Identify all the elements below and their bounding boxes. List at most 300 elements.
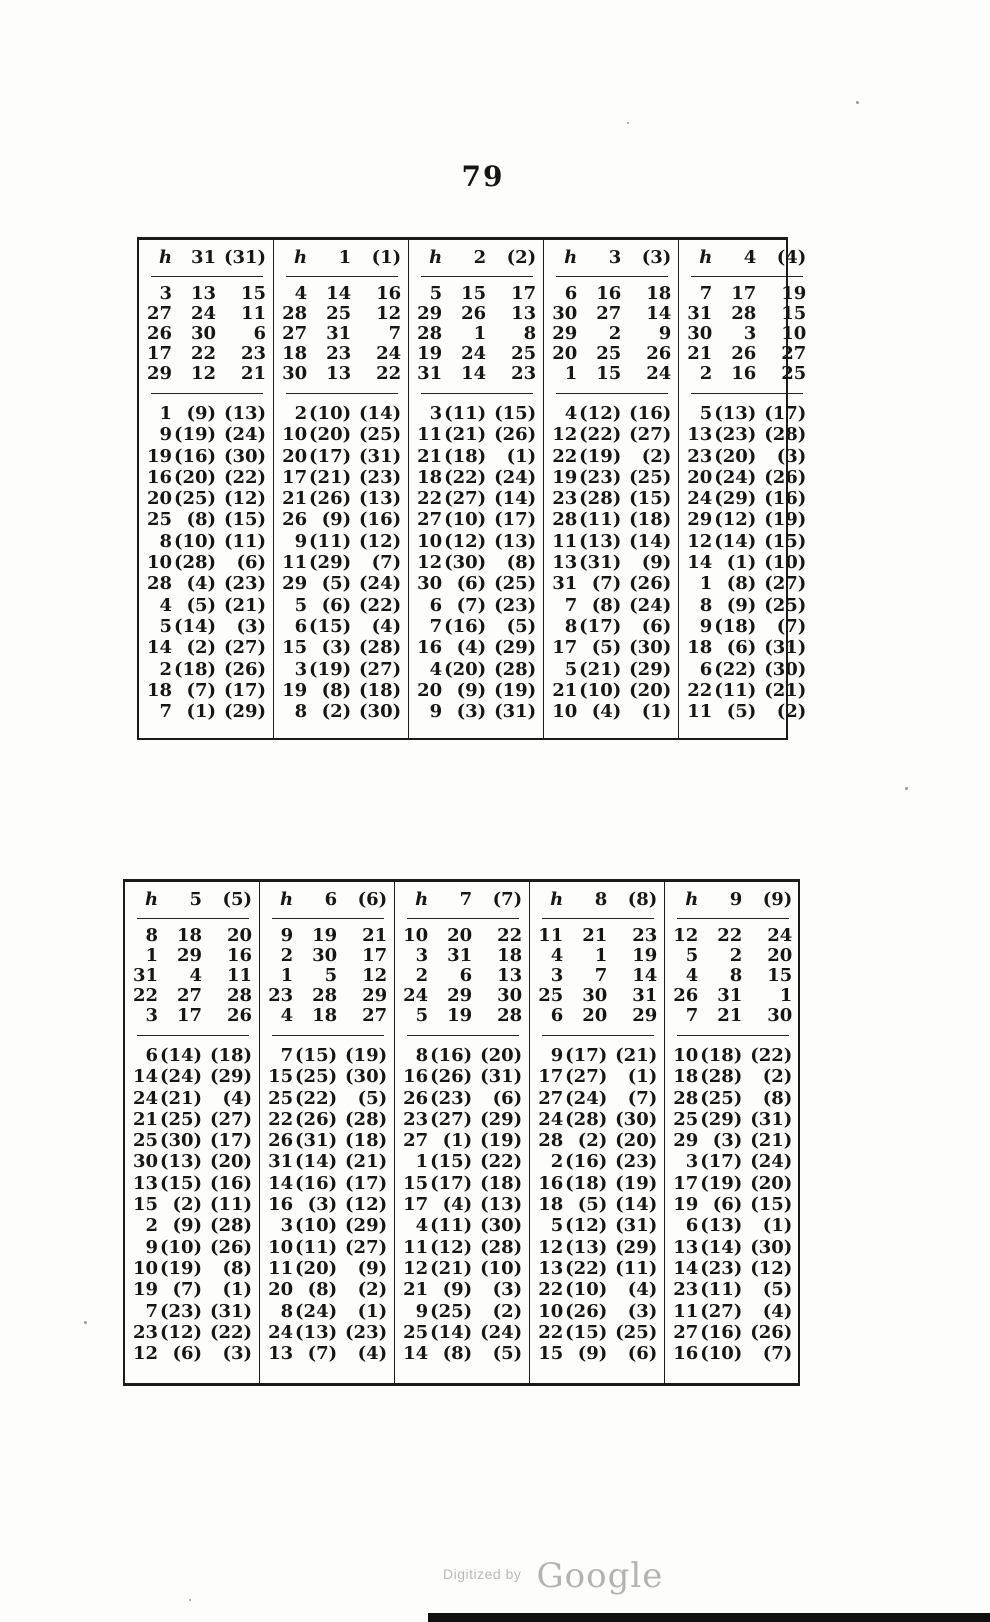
table-row [552,573,671,594]
table-row [133,1215,252,1236]
cell: (16) [295,1172,338,1194]
cell: (13) [223,403,267,424]
cell: 4 [685,965,699,986]
table-row [282,680,401,701]
table-row [403,946,522,966]
cell: 27 [673,1321,699,1343]
cell: 12 [362,965,388,986]
table-row [417,364,536,384]
cell: (22) [444,466,487,488]
header-number: 7 [459,889,473,910]
cell: (2) [641,445,672,467]
table-row [673,1088,792,1109]
cell: (11) [579,509,622,531]
cell: 25 [147,509,173,531]
cell: (20) [209,1151,253,1173]
cell: (17) [494,509,537,531]
table-row [673,1151,792,1172]
cell: 8 [294,701,308,723]
cell: 18 [497,945,523,966]
cell: 25 [133,1130,159,1152]
table-row [673,966,792,986]
table-row [687,304,806,324]
table-row [538,1066,657,1087]
plain-number-block [260,926,394,1026]
cell: (22) [223,466,267,488]
cell: 15 [403,1172,429,1194]
cell: (18) [444,445,487,467]
cell: 12 [538,1236,564,1258]
cell: 20 [687,466,713,488]
cell: 16 [403,1066,429,1088]
cell: 8 [729,965,743,986]
cell: 13 [538,1257,564,1279]
cell: (2) [186,637,217,659]
table-row [147,284,266,304]
cell: 1 [473,323,487,344]
table-row [268,1173,387,1194]
cell: (12) [159,1321,203,1343]
cell: (1) [357,1300,388,1322]
cell: (24) [480,1321,523,1343]
column-header [538,889,657,915]
cell: (17) [565,1045,608,1066]
cell: 23 [673,1279,699,1301]
cell: 18 [417,466,443,488]
cell: (29) [615,1236,658,1258]
table-row [687,424,806,445]
cell: (20) [444,658,487,680]
cell: (31) [764,637,807,659]
table-row [133,1088,252,1109]
cell: (1) [726,552,757,574]
cell: (27) [345,1236,388,1258]
cell: (19) [345,1045,388,1066]
cell: 28 [227,985,253,1006]
table-row [687,573,806,594]
cell: 12 [687,530,713,552]
cell: 30 [312,945,338,966]
cell: 2 [729,945,743,966]
table-row [417,446,536,467]
cell: (20) [480,1045,523,1066]
paren-number-block [139,403,273,722]
cell: 11 [687,701,713,723]
cell: 31 [268,1151,294,1173]
table-row [417,509,536,530]
cell: (9) [321,509,352,531]
cell: 15 [241,283,267,304]
cell: (12) [430,1236,473,1258]
cell: (18) [173,658,217,680]
table-row [687,552,806,573]
table-row [673,1215,792,1236]
cell: (21) [223,594,267,616]
table-row [673,926,792,946]
cell: (12) [359,530,402,552]
table-row [268,1130,387,1151]
cell: (4) [371,615,402,637]
table-row [268,1343,387,1364]
cell: 5 [415,1005,429,1026]
cell: 20 [582,1005,608,1026]
table-row [268,1006,387,1026]
cell: (1) [762,1215,793,1237]
cell: 15 [268,1066,294,1088]
header-rule [421,276,533,277]
scan-speck [627,122,629,124]
cell: 16 [417,637,443,659]
cell: 20 [282,445,308,467]
cell: 28 [552,509,578,531]
cell: 11 [241,303,267,324]
cell: 23 [326,343,352,364]
number-table-lower [123,879,800,1386]
cell: (30) [444,552,487,574]
cell: (15) [223,509,267,531]
table-row [133,1194,252,1215]
cell: 2 [550,1151,564,1173]
cell: (18) [359,679,402,701]
table-row [282,284,401,304]
cell: 21 [133,1108,159,1130]
cell: 20 [268,1279,294,1301]
cell: (5) [591,637,622,659]
table-row [282,364,401,384]
cell: 29 [552,323,578,344]
cell: (27) [223,637,267,659]
cell: (25) [159,1108,203,1130]
cell: (14) [700,1236,743,1258]
cell: 26 [227,1005,253,1026]
cell: (17) [209,1130,253,1152]
header-paren-number: (4) [776,247,807,268]
header-paren-number: (8) [627,889,658,910]
cell: (18) [345,1130,388,1152]
cell: (4) [442,1194,473,1216]
cell: (1) [627,1066,658,1088]
cell: 14 [268,1172,294,1194]
cell: 6 [685,1215,699,1237]
table-row [538,1109,657,1130]
cell: (31) [209,1300,253,1322]
scan-speck [856,101,859,104]
cell: (18) [700,1045,743,1066]
cell: 13 [497,965,523,986]
number-table-upper [137,237,807,740]
cell: 29 [147,363,173,384]
paren-number-block [409,403,543,722]
cell: (24) [295,1300,338,1322]
cell: (10) [295,1215,338,1237]
cell: 21 [362,925,388,946]
cell: (28) [359,637,402,659]
header-paren-number: (5) [222,889,253,910]
table-row [673,946,792,966]
cell: 24 [687,488,713,510]
cell: 19 [282,679,308,701]
cell: 4 [294,283,308,304]
table-row [282,488,401,509]
cell: (30) [480,1215,523,1237]
cell: 10 [268,1236,294,1258]
cell: 8 [699,594,713,616]
header-h-symbol: h [280,889,294,910]
plain-number-block [665,926,799,1026]
cell: (27) [209,1108,253,1130]
cell: 7 [159,701,173,723]
cell: 16 [227,945,253,966]
cell: 3 [415,945,429,966]
cell: 24 [376,343,402,364]
header-number: 4 [743,247,757,268]
table-row [133,1151,252,1172]
table-row [268,1045,387,1066]
table-row [133,1322,252,1343]
cell: 7 [685,1005,699,1026]
table-row [538,1279,657,1300]
cell: (20) [615,1130,658,1152]
cell: 5 [324,965,338,986]
cell: (13) [159,1151,203,1173]
cell: (1) [442,1130,473,1152]
header-rule [151,276,263,277]
cell: (9) [641,552,672,574]
block-divider-rule [556,393,668,394]
cell: (24) [714,466,757,488]
cell: 17 [552,637,578,659]
header-h-symbol: h [429,247,443,268]
cell: 25 [538,985,564,1006]
cell: (19) [173,424,217,446]
cell: 15 [282,637,308,659]
table-row [538,1258,657,1279]
table-row [268,946,387,966]
table-row [282,467,401,488]
plain-number-block [274,284,408,384]
cell: 27 [147,303,173,324]
table-row [673,1173,792,1194]
cell: 8 [564,615,578,637]
cell: (2) [492,1300,523,1322]
table-row [403,926,522,946]
table-row [673,1258,792,1279]
table-row [417,424,536,445]
cell: 19 [781,283,807,304]
cell: (19) [579,445,622,467]
cell: 4 [159,594,173,616]
table-row [687,531,806,552]
cell: 18 [673,1066,699,1088]
column-header [687,247,806,273]
cell: (14) [494,488,537,510]
table-row [147,659,266,680]
plain-number-block [679,284,813,384]
cell: 1 [415,1151,429,1173]
cell: 14 [403,1343,429,1365]
cell: (14) [615,1194,658,1216]
cell: (7) [186,679,217,701]
table-row [538,1006,657,1026]
cell: 19 [552,466,578,488]
cell: 6 [459,965,473,986]
table-row [133,946,252,966]
table-row [147,403,266,424]
table-row [673,1343,792,1364]
cell: 29 [632,1005,658,1026]
cell: 31 [632,985,658,1006]
paren-number-block [395,1045,529,1364]
table-row [417,595,536,616]
table-row [552,509,671,530]
plain-number-block [530,926,664,1026]
cell: (20) [714,445,757,467]
cell: (23) [615,1151,658,1173]
column-group [409,240,544,738]
table-row [687,364,806,384]
cell: (15) [565,1321,608,1343]
cell: 8 [145,925,159,946]
cell: (19) [480,1130,523,1152]
cell: (16) [700,1321,743,1343]
column-header [673,889,792,915]
table-row [538,1173,657,1194]
cell: 23 [552,488,578,510]
cell: 11 [282,552,308,574]
column-group [530,882,665,1383]
cell: 5 [699,403,713,424]
table-row [552,701,671,722]
cell: (10) [159,1236,203,1258]
table-row [687,467,806,488]
cell: 5 [685,945,699,966]
cell: 24 [403,985,429,1006]
table-row [687,446,806,467]
cell: (11) [444,403,487,424]
table-row [147,595,266,616]
table-row [552,680,671,701]
cell: (11) [223,530,267,552]
cell: (24) [159,1066,203,1088]
cell: (8) [307,1279,338,1301]
cell: (16) [444,615,487,637]
cell: 29 [673,1130,699,1152]
cell: (21) [764,679,807,701]
cell: 1 [280,965,294,986]
table-row [417,344,536,364]
cell: (31) [615,1215,658,1237]
table-row [403,1173,522,1194]
cell: 11 [403,1236,429,1258]
cell: 26 [731,343,757,364]
cell: 14 [687,552,713,574]
table-row [538,946,657,966]
cell: 17 [538,1066,564,1088]
table-row [403,966,522,986]
header-paren-number: (31) [223,247,267,268]
cell: 5 [564,658,578,680]
table-row [403,1279,522,1300]
cell: (4) [222,1087,253,1109]
table-row [687,637,806,658]
cell: (9) [726,594,757,616]
cell: 10 [403,925,429,946]
cell: (13) [359,488,402,510]
cell: (1) [222,1279,253,1301]
cell: (24) [359,573,402,595]
table-row [417,573,536,594]
cell: 20 [147,488,173,510]
table-row [403,986,522,1006]
cell: (11) [209,1194,253,1216]
cell: 11 [552,530,578,552]
cell: (17) [223,679,267,701]
table-row [673,1109,792,1130]
block-divider-rule [272,1035,384,1036]
cell: 30 [582,985,608,1006]
cell: 21 [717,1005,743,1026]
cell: (29) [714,488,757,510]
table-row [282,616,401,637]
cell: (24) [750,1151,793,1173]
cell: 29 [177,945,203,966]
header-paren-number: (1) [371,247,402,268]
plain-number-block [139,284,273,384]
header-number: 9 [729,889,743,910]
table-row [282,446,401,467]
cell: (4) [627,1279,658,1301]
cell: (14) [173,615,217,637]
cell: 1 [594,945,608,966]
cell: (13) [565,1236,608,1258]
table-row [417,324,536,344]
table-row [268,1088,387,1109]
table-row [552,324,671,344]
cell: (29) [223,701,267,723]
cell: 22 [133,985,159,1006]
paren-number-block [260,1045,394,1364]
cell: 2 [145,1215,159,1237]
cell: 22 [376,363,402,384]
scan-speck [905,787,908,790]
cell: 30 [552,303,578,324]
table-row [403,1237,522,1258]
cell: (31) [579,552,622,574]
cell: 28 [673,1087,699,1109]
table-row [538,1322,657,1343]
table-row [133,1258,252,1279]
cell: 3 [145,1005,159,1026]
cell: (8) [321,679,352,701]
table-row [687,595,806,616]
cell: 27 [596,303,622,324]
cell: (6) [712,1194,743,1216]
header-rule [407,918,519,919]
table-row [552,552,671,573]
cell: (25) [764,594,807,616]
table-row [133,1045,252,1066]
table-row [133,1237,252,1258]
table-row [282,659,401,680]
cell: (28) [480,1236,523,1258]
table-row [417,284,536,304]
table-row [133,926,252,946]
table-row [147,552,266,573]
column-group [274,240,409,738]
cell: 19 [447,1005,473,1026]
cell: (10) [309,403,352,424]
cell: (15) [764,530,807,552]
